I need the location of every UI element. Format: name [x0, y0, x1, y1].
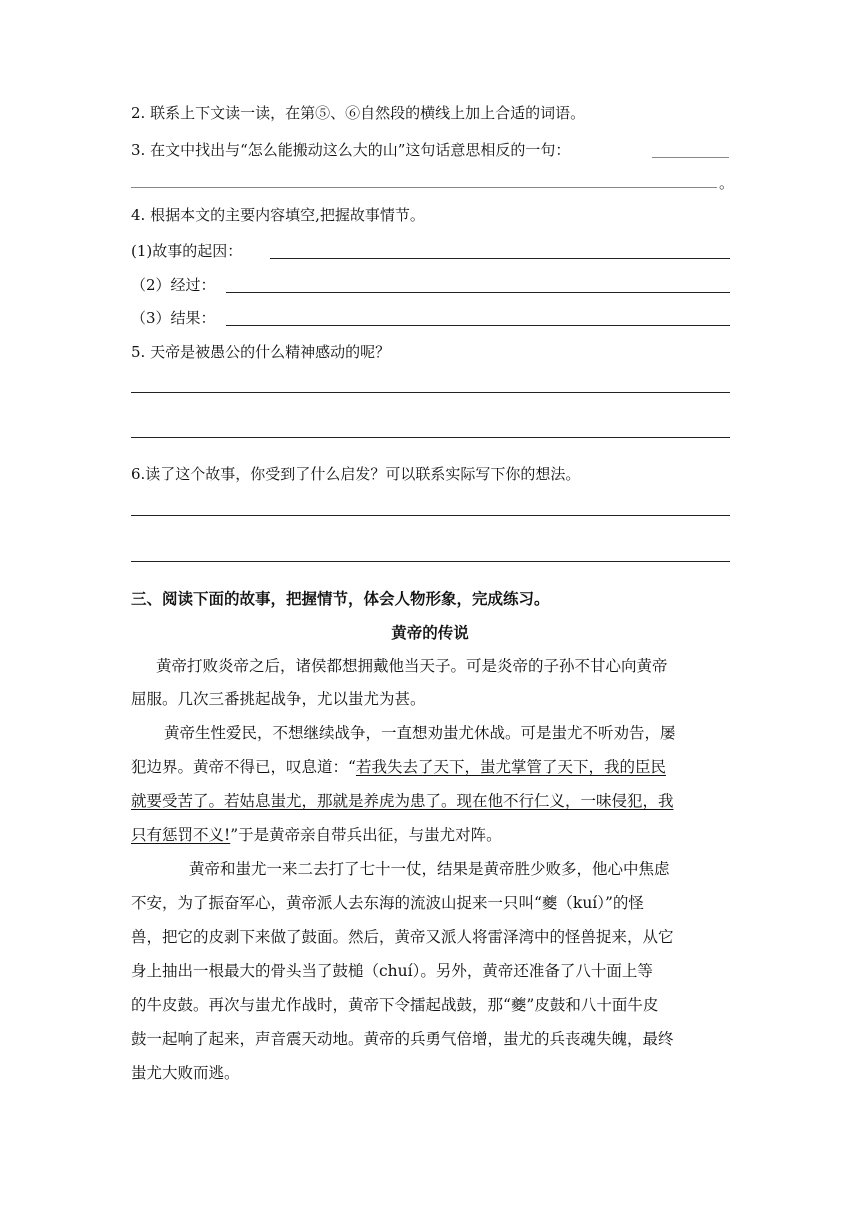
story-p2-line1: 黄帝生性爱民，不想继续战争，一直想劝蚩尤休战。可是蚩尤不听劝告，屡	[164, 724, 676, 742]
q4-cause-label: (1)故事的起因：	[131, 242, 243, 260]
huangdi-quote-part3: 只有惩罚不义!	[131, 826, 231, 844]
story-p3-line4: 身上抽出一根最大的骨头当了鼓槌（chuí）。另外，黄帝还准备了八十面上等	[131, 962, 653, 980]
question-5: 5. 天帝是被愚公的什么精神感动的呢？	[131, 343, 391, 361]
answer-line-q6-a[interactable]	[131, 515, 730, 516]
answer-line-q3-a[interactable]	[652, 157, 729, 158]
story-p3-line2: 不安，为了振奋军心，黄帝派人去东海的流波山捉来一只叫“夔（kuí）”的怪	[131, 894, 644, 912]
story-p3-line7: 蚩尤大败而逃。	[131, 1064, 240, 1082]
huangdi-quote-part2: 就要受苦了。若姑息蚩尤，那就是养虎为患了。现在他不行仁义，一味侵犯，我	[131, 792, 674, 810]
q4-process-label: （2）经过：	[131, 276, 216, 294]
question-6: 6.读了这个故事，你受到了什么启发？可以联系实际写下你的想法。	[131, 465, 581, 483]
question-3-period: 。	[719, 174, 735, 192]
question-4: 4. 根据本文的主要内容填空,把握故事情节。	[131, 206, 425, 224]
story-p3-line6: 鼓一起响了起来，声音震天动地。黄帝的兵勇气倍增，蚩尤的兵丧魂失魄，最终	[131, 1030, 674, 1048]
question-3: 3. 在文中找出与“怎么能搬动这么大的山”这句话意思相反的一句：	[131, 141, 571, 159]
story-title: 黄帝的传说	[391, 624, 469, 642]
answer-line-q5-a[interactable]	[131, 392, 730, 393]
q4-result-label: （3）结果：	[131, 309, 216, 327]
answer-line-q4-process[interactable]	[226, 292, 730, 293]
answer-line-q3-b[interactable]	[131, 187, 717, 188]
answer-line-q6-b[interactable]	[131, 561, 730, 562]
section-3-heading: 三、阅读下面的故事，把握情节，体会人物形象，完成练习。	[131, 590, 550, 608]
answer-line-q4-result[interactable]	[226, 325, 730, 326]
question-2: 2. 联系上下文读一读，在第⑤、⑥自然段的横线上加上合适的词语。	[131, 104, 586, 122]
answer-line-q4-cause[interactable]	[270, 258, 730, 259]
story-p2-text-a: 犯边界。黄帝不得已，叹息道：“	[131, 758, 356, 776]
story-p3-line5: 的牛皮鼓。再次与蚩尤作战时，黄帝下令擂起战鼓，那“夔”皮鼓和八十面牛皮	[131, 996, 659, 1014]
story-p3-line1: 黄帝和蚩尤一来二去打了七十一仗，结果是黄帝胜少败多，他心中焦虑	[189, 860, 670, 878]
huangdi-quote-part1: 若我失去了天下，蚩尤掌管了天下，我的臣民	[355, 758, 666, 776]
story-p2-line2	[131, 760, 666, 776]
answer-line-q5-b[interactable]	[131, 437, 730, 438]
story-p2-text-b: ”于是黄帝亲自带兵出征，与蚩尤对阵。	[230, 826, 502, 844]
story-p2-line4	[131, 828, 502, 844]
story-p1-line2: 屈服。几次三番挑起战争，尤以蚩尤为甚。	[131, 690, 426, 708]
story-p1-line1: 黄帝打败炎帝之后，诸侯都想拥戴他当天子。可是炎帝的子孙不甘心向黄帝	[156, 657, 668, 675]
story-p3-line3: 兽，把它的皮剥下来做了鼓面。然后，黄帝又派人将雷泽湾中的怪兽捉来，从它	[131, 928, 674, 946]
